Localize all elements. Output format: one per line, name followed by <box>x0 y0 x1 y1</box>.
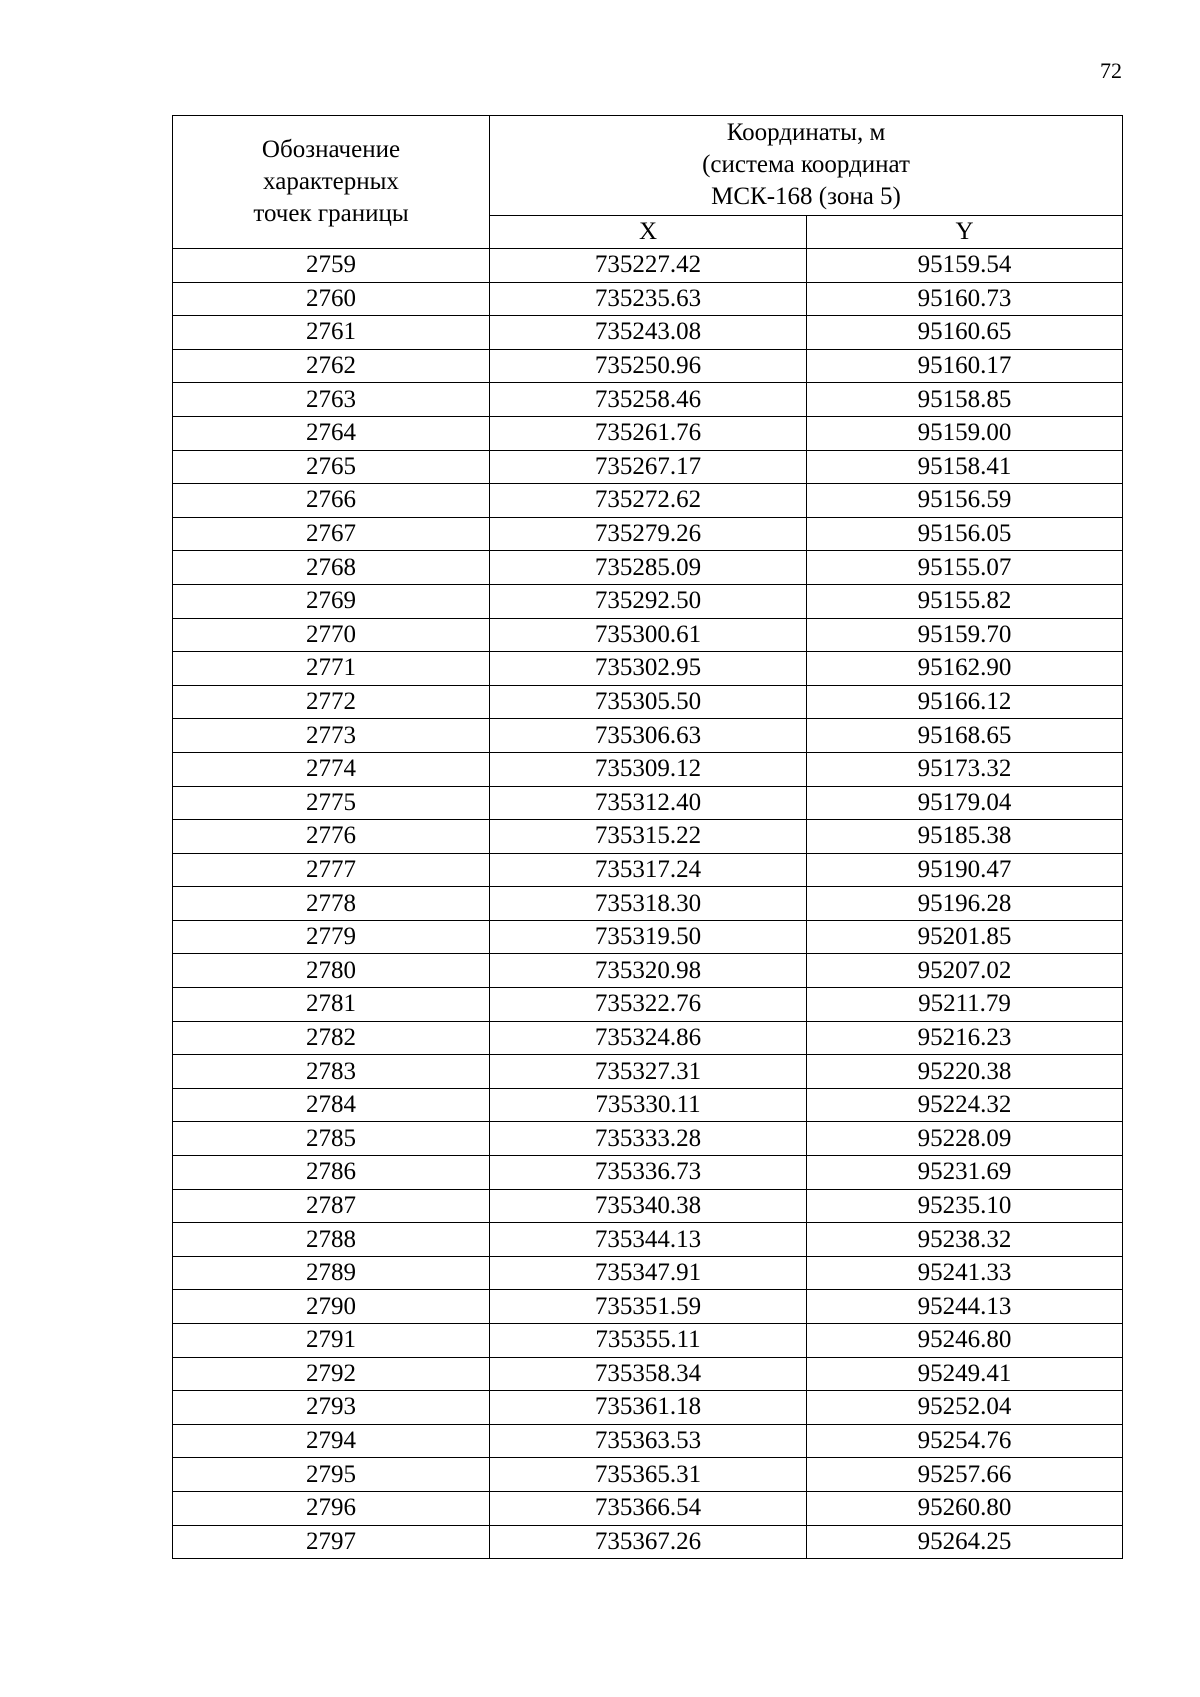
y-coordinate-cell: 95224.32 <box>807 1088 1123 1122</box>
table-row <box>173 1391 1123 1425</box>
table-row <box>173 551 1123 585</box>
table-row <box>173 786 1123 820</box>
x-coordinate-cell: 735306.63 <box>490 719 807 753</box>
x-coordinate-cell: 735261.76 <box>490 416 807 450</box>
coordinates-header <box>490 116 1123 216</box>
point-cell: 2777 <box>173 853 490 887</box>
x-coordinate-cell: 735302.95 <box>490 652 807 686</box>
table-row <box>173 618 1123 652</box>
table-row <box>173 1122 1123 1156</box>
x-coordinate-cell: 735344.13 <box>490 1223 807 1257</box>
y-coordinate-cell: 95158.41 <box>807 450 1123 484</box>
point-cell: 2775 <box>173 786 490 820</box>
point-cell: 2778 <box>173 887 490 921</box>
point-cell: 2797 <box>173 1525 490 1559</box>
coords-header-line-2: (система координат <box>702 151 910 179</box>
table-row <box>173 719 1123 753</box>
table-row <box>173 1256 1123 1290</box>
page-number: 72 <box>1100 58 1122 83</box>
table-row <box>173 1357 1123 1391</box>
x-coordinate-cell: 735300.61 <box>490 618 807 652</box>
y-coordinate-cell: 95252.04 <box>807 1391 1123 1425</box>
y-coordinate-cell: 95190.47 <box>807 853 1123 887</box>
x-coordinate-cell: 735309.12 <box>490 752 807 786</box>
table-row <box>173 1424 1123 1458</box>
x-coordinate-cell: 735330.11 <box>490 1088 807 1122</box>
x-coordinate-cell: 735361.18 <box>490 1391 807 1425</box>
table-row <box>173 920 1123 954</box>
point-cell: 2789 <box>173 1256 490 1290</box>
x-coordinate-cell: 735285.09 <box>490 551 807 585</box>
point-cell: 2773 <box>173 719 490 753</box>
x-coordinate-cell: 735267.17 <box>490 450 807 484</box>
y-coordinate-cell: 95249.41 <box>807 1357 1123 1391</box>
x-coordinate-cell: 735366.54 <box>490 1491 807 1525</box>
x-coordinate-cell: 735320.98 <box>490 954 807 988</box>
table-row <box>173 1021 1123 1055</box>
point-cell: 2779 <box>173 920 490 954</box>
table-row <box>173 887 1123 921</box>
table-row <box>173 1088 1123 1122</box>
point-header-line-2: характерных <box>263 168 399 195</box>
y-column-header: Y <box>807 215 1123 248</box>
x-coordinate-cell: 735358.34 <box>490 1357 807 1391</box>
y-coordinate-cell: 95156.59 <box>807 484 1123 518</box>
coordinates-table <box>172 115 1123 1559</box>
point-cell: 2765 <box>173 450 490 484</box>
y-coordinate-cell: 95228.09 <box>807 1122 1123 1156</box>
point-cell: 2769 <box>173 584 490 618</box>
point-cell: 2781 <box>173 988 490 1022</box>
point-cell: 2762 <box>173 349 490 383</box>
y-coordinate-cell: 95168.65 <box>807 719 1123 753</box>
y-coordinate-cell: 95244.13 <box>807 1290 1123 1324</box>
y-coordinate-cell: 95159.54 <box>807 249 1123 283</box>
x-coordinate-cell: 735336.73 <box>490 1156 807 1190</box>
y-coordinate-cell: 95166.12 <box>807 685 1123 719</box>
y-coordinate-cell: 95155.82 <box>807 584 1123 618</box>
point-header-line-1: Обозначение <box>261 136 401 163</box>
x-coordinate-cell: 735235.63 <box>490 282 807 316</box>
point-cell: 2780 <box>173 954 490 988</box>
table-body <box>173 249 1123 1559</box>
table-row <box>173 752 1123 786</box>
y-coordinate-cell: 95158.85 <box>807 383 1123 417</box>
point-cell: 2776 <box>173 820 490 854</box>
point-cell: 2783 <box>173 1055 490 1089</box>
table-row <box>173 1290 1123 1324</box>
table-row <box>173 349 1123 383</box>
y-coordinate-cell: 95246.80 <box>807 1324 1123 1358</box>
point-cell: 2782 <box>173 1021 490 1055</box>
table-row <box>173 1491 1123 1525</box>
table-row <box>173 1525 1123 1559</box>
x-coordinate-cell: 735279.26 <box>490 517 807 551</box>
point-cell: 2793 <box>173 1391 490 1425</box>
point-cell: 2796 <box>173 1491 490 1525</box>
table-row <box>173 450 1123 484</box>
point-cell: 2763 <box>173 383 490 417</box>
point-cell: 2771 <box>173 652 490 686</box>
coords-header-line-3: МСК-168 (зона 5) <box>711 183 901 211</box>
x-column-header: X <box>490 215 807 248</box>
y-coordinate-cell: 95156.05 <box>807 517 1123 551</box>
point-cell: 2786 <box>173 1156 490 1190</box>
x-coordinate-cell: 735318.30 <box>490 887 807 921</box>
x-coordinate-cell: 735315.22 <box>490 820 807 854</box>
y-coordinate-cell: 95231.69 <box>807 1156 1123 1190</box>
point-cell: 2790 <box>173 1290 490 1324</box>
x-coordinate-cell: 735272.62 <box>490 484 807 518</box>
y-coordinate-cell: 95241.33 <box>807 1256 1123 1290</box>
table-row <box>173 853 1123 887</box>
table-row <box>173 484 1123 518</box>
x-coordinate-cell: 735367.26 <box>490 1525 807 1559</box>
y-coordinate-cell: 95254.76 <box>807 1424 1123 1458</box>
x-coordinate-cell: 735347.91 <box>490 1256 807 1290</box>
x-coordinate-cell: 735258.46 <box>490 383 807 417</box>
point-cell: 2785 <box>173 1122 490 1156</box>
point-cell: 2764 <box>173 416 490 450</box>
point-designation-header <box>173 116 490 249</box>
y-coordinate-cell: 95155.07 <box>807 551 1123 585</box>
y-coordinate-cell: 95173.32 <box>807 752 1123 786</box>
x-coordinate-cell: 735243.08 <box>490 316 807 350</box>
x-coordinate-cell: 735363.53 <box>490 1424 807 1458</box>
table-row <box>173 416 1123 450</box>
table-row <box>173 249 1123 283</box>
x-coordinate-cell: 735340.38 <box>490 1189 807 1223</box>
y-coordinate-cell: 95207.02 <box>807 954 1123 988</box>
point-cell: 2794 <box>173 1424 490 1458</box>
point-cell: 2767 <box>173 517 490 551</box>
table-row <box>173 988 1123 1022</box>
table-row <box>173 383 1123 417</box>
coords-header-line-1: Координаты, м <box>726 119 886 147</box>
table-row <box>173 954 1123 988</box>
table-row <box>173 1223 1123 1257</box>
table-row <box>173 1324 1123 1358</box>
table-row <box>173 820 1123 854</box>
point-cell: 2766 <box>173 484 490 518</box>
table-row <box>173 1156 1123 1190</box>
y-coordinate-cell: 95196.28 <box>807 887 1123 921</box>
y-coordinate-cell: 95264.25 <box>807 1525 1123 1559</box>
y-coordinate-cell: 95160.65 <box>807 316 1123 350</box>
x-coordinate-cell: 735250.96 <box>490 349 807 383</box>
table-row <box>173 584 1123 618</box>
y-coordinate-cell: 95160.17 <box>807 349 1123 383</box>
table-row <box>173 1055 1123 1089</box>
x-coordinate-cell: 735351.59 <box>490 1290 807 1324</box>
x-coordinate-cell: 735305.50 <box>490 685 807 719</box>
point-cell: 2760 <box>173 282 490 316</box>
y-coordinate-cell: 95260.80 <box>807 1491 1123 1525</box>
point-cell: 2784 <box>173 1088 490 1122</box>
y-coordinate-cell: 95238.32 <box>807 1223 1123 1257</box>
table-row <box>173 1458 1123 1492</box>
point-cell: 2787 <box>173 1189 490 1223</box>
table-row <box>173 685 1123 719</box>
y-coordinate-cell: 95185.38 <box>807 820 1123 854</box>
x-coordinate-cell: 735292.50 <box>490 584 807 618</box>
x-coordinate-cell: 735227.42 <box>490 249 807 283</box>
y-coordinate-cell: 95160.73 <box>807 282 1123 316</box>
y-coordinate-cell: 95201.85 <box>807 920 1123 954</box>
y-coordinate-cell: 95220.38 <box>807 1055 1123 1089</box>
table-row <box>173 1189 1123 1223</box>
y-coordinate-cell: 95159.00 <box>807 416 1123 450</box>
point-header-line-3: точек границы <box>253 200 409 227</box>
point-cell: 2788 <box>173 1223 490 1257</box>
point-cell: 2791 <box>173 1324 490 1358</box>
table-row <box>173 316 1123 350</box>
y-coordinate-cell: 95257.66 <box>807 1458 1123 1492</box>
x-coordinate-cell: 735333.28 <box>490 1122 807 1156</box>
point-cell: 2772 <box>173 685 490 719</box>
table-header <box>173 116 1123 249</box>
x-coordinate-cell: 735317.24 <box>490 853 807 887</box>
x-coordinate-cell: 735355.11 <box>490 1324 807 1358</box>
x-coordinate-cell: 735319.50 <box>490 920 807 954</box>
point-cell: 2761 <box>173 316 490 350</box>
point-cell: 2759 <box>173 249 490 283</box>
x-coordinate-cell: 735322.76 <box>490 988 807 1022</box>
x-coordinate-cell: 735324.86 <box>490 1021 807 1055</box>
x-coordinate-cell: 735312.40 <box>490 786 807 820</box>
y-coordinate-cell: 95211.79 <box>807 988 1123 1022</box>
y-coordinate-cell: 95159.70 <box>807 618 1123 652</box>
table-row <box>173 282 1123 316</box>
point-cell: 2774 <box>173 752 490 786</box>
point-cell: 2795 <box>173 1458 490 1492</box>
y-coordinate-cell: 95216.23 <box>807 1021 1123 1055</box>
point-cell: 2768 <box>173 551 490 585</box>
y-coordinate-cell: 95235.10 <box>807 1189 1123 1223</box>
table-row <box>173 652 1123 686</box>
point-cell: 2792 <box>173 1357 490 1391</box>
point-cell: 2770 <box>173 618 490 652</box>
y-coordinate-cell: 95179.04 <box>807 786 1123 820</box>
y-coordinate-cell: 95162.90 <box>807 652 1123 686</box>
x-coordinate-cell: 735327.31 <box>490 1055 807 1089</box>
x-coordinate-cell: 735365.31 <box>490 1458 807 1492</box>
header-row-top <box>173 116 1123 216</box>
table-row <box>173 517 1123 551</box>
